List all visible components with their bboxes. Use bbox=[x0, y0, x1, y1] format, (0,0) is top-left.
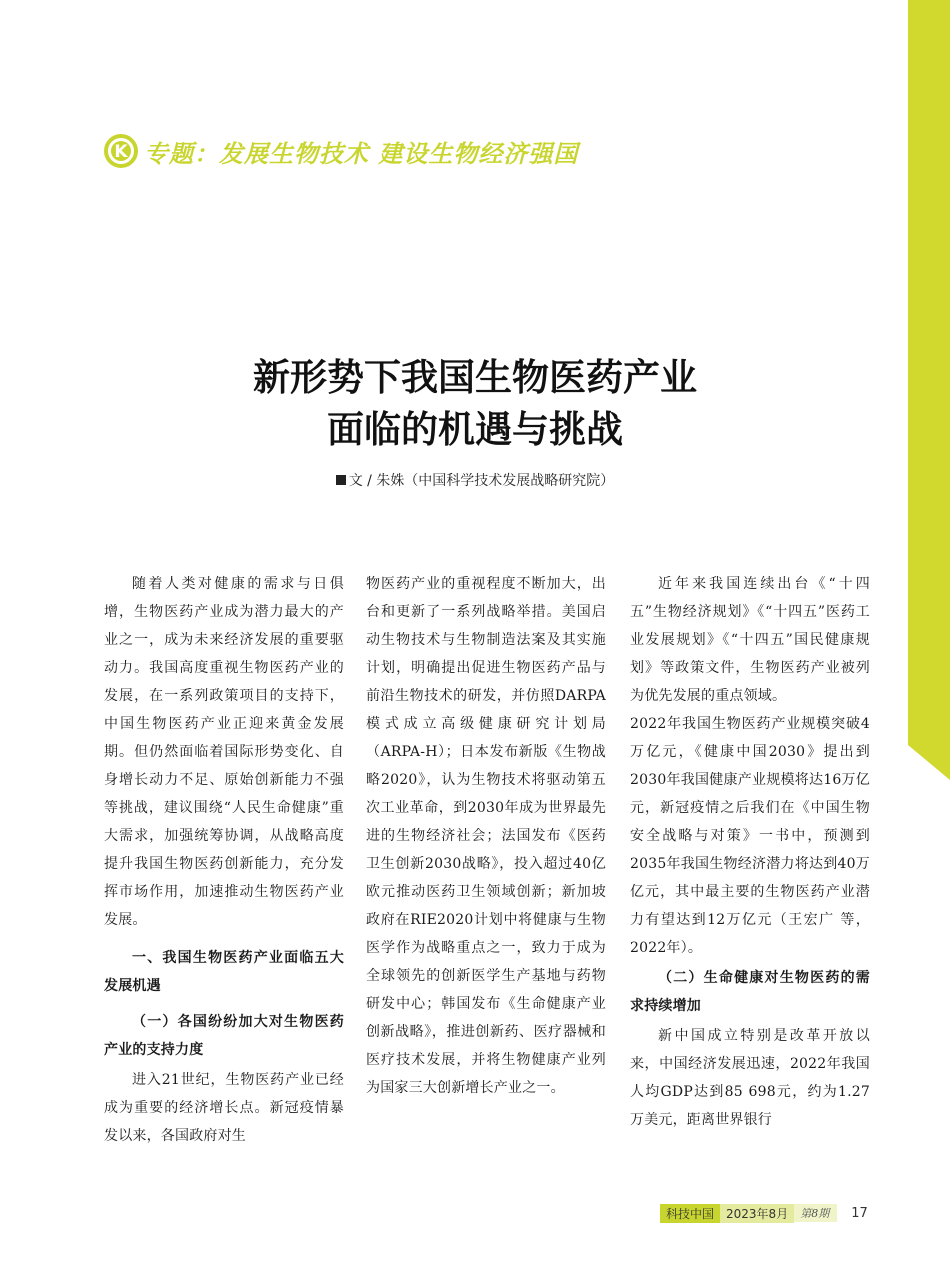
paragraph: 近年来我国连续出台《“十四五”生物经济规划》《“十四五”医药工业发展规划》《“十四五”国民健康规划》等政策文件，生物医药产业被列为优先发展的重点领域。 bbox=[630, 576, 870, 704]
paragraph: 进入21世纪，生物医药产业已经成为重要的经济增长点。新冠疫情暴发以来，各国政府对生 bbox=[104, 1072, 344, 1144]
byline-text: 文 / 朱姝（中国科学技术发展战略研究院） bbox=[348, 473, 615, 489]
paragraph: 新中国成立特别是改革开放以来，中国经济发展迅速，2022年我国人均GDP达到85 698元，约为1.27万美元，距离世界银行 bbox=[630, 1028, 870, 1128]
column-3 bbox=[630, 570, 870, 1134]
page-number: 17 bbox=[851, 1205, 868, 1221]
issue-date: 2023年8月 bbox=[720, 1204, 794, 1223]
title-line-2: 面临的机遇与挑战 bbox=[327, 408, 623, 451]
topic-header bbox=[104, 133, 578, 169]
page-footer bbox=[660, 1203, 868, 1223]
column-2 bbox=[366, 570, 606, 1102]
issue-number: 第8期 bbox=[794, 1204, 837, 1222]
section-heading: 一、我国生物医药产业面临五大发展机遇 bbox=[104, 950, 344, 994]
subsection-heading: （一）各国纷纷加大对生物医药产业的支持力度 bbox=[104, 1014, 344, 1058]
article-title bbox=[0, 352, 950, 456]
paragraph: 物医药产业的重视程度不断加大，出台和更新了一系列战略举措。美国启动生物技术与生物制造法案及其实施计划，明确提出促进生物医药产品与前沿生物技术的研发，并仿照DARPA模式成立高级健康研究计划局（ARPA-H）；日本发布新版《生物战略2020》，认为生物技术将驱动第五次工业革命，到2030年成为世界最先进的生物经济社会；法国发布《医药卫生创新2030战略》，投入超过40亿欧元推动医药卫生领域创新；新加坡政府在RIE2020计划中将健康与生物医学作为战略重点之一，致力于成为全球领先的创新医学生产基地与药物研发中心；韩国发布《生命健康产业创新战略》，推进创新药、医疗器械和医疗技术发展，并将生物健康产业列为国家三大创新增长产业之一。 bbox=[366, 576, 606, 1096]
byline-square-icon bbox=[336, 475, 346, 485]
k-logo-icon bbox=[104, 134, 138, 168]
title-line-1: 新形势下我国生物医药产业 bbox=[253, 356, 697, 399]
byline bbox=[0, 470, 950, 490]
paragraph: 2022年我国生物医药产业规模突破4万亿元，《健康中国2030》提出到2030年我国健康产业规模将达16万亿元，新冠疫情之后我们在《中国生物安全战略与对策》一书中，预测到2035年我国生物经济潜力将达到40万亿元，其中最主要的生物医药产业潜力有望达到12万亿元（王宏广 等，2022年）。 bbox=[630, 716, 870, 956]
subsection-heading: （二）生命健康对生物医药的需求持续增加 bbox=[630, 970, 870, 1014]
svg-text:K: K bbox=[114, 142, 128, 162]
topic-title: 专题：发展生物技术 建设生物经济强国 bbox=[144, 139, 579, 168]
column-1 bbox=[104, 570, 344, 1150]
paragraph: 随着人类对健康的需求与日俱增，生物医药产业成为潜力最大的产业之一，成为未来经济发展的重要驱动力。我国高度重视生物医药产业的发展，在一系列政策项目的支持下，中国生物医药产业正迎来黄金发展期。但仍然面临着国际形势变化、自身增长动力不足、原始创新能力不强等挑战，建议围绕“人民生命健康”重大需求，加强统筹协调，从战略高度提升我国生物医药创新能力，充分发挥市场作用，加速推动生物医药产业发展。 bbox=[104, 576, 344, 928]
magazine-name: 科技中国 bbox=[660, 1204, 720, 1223]
